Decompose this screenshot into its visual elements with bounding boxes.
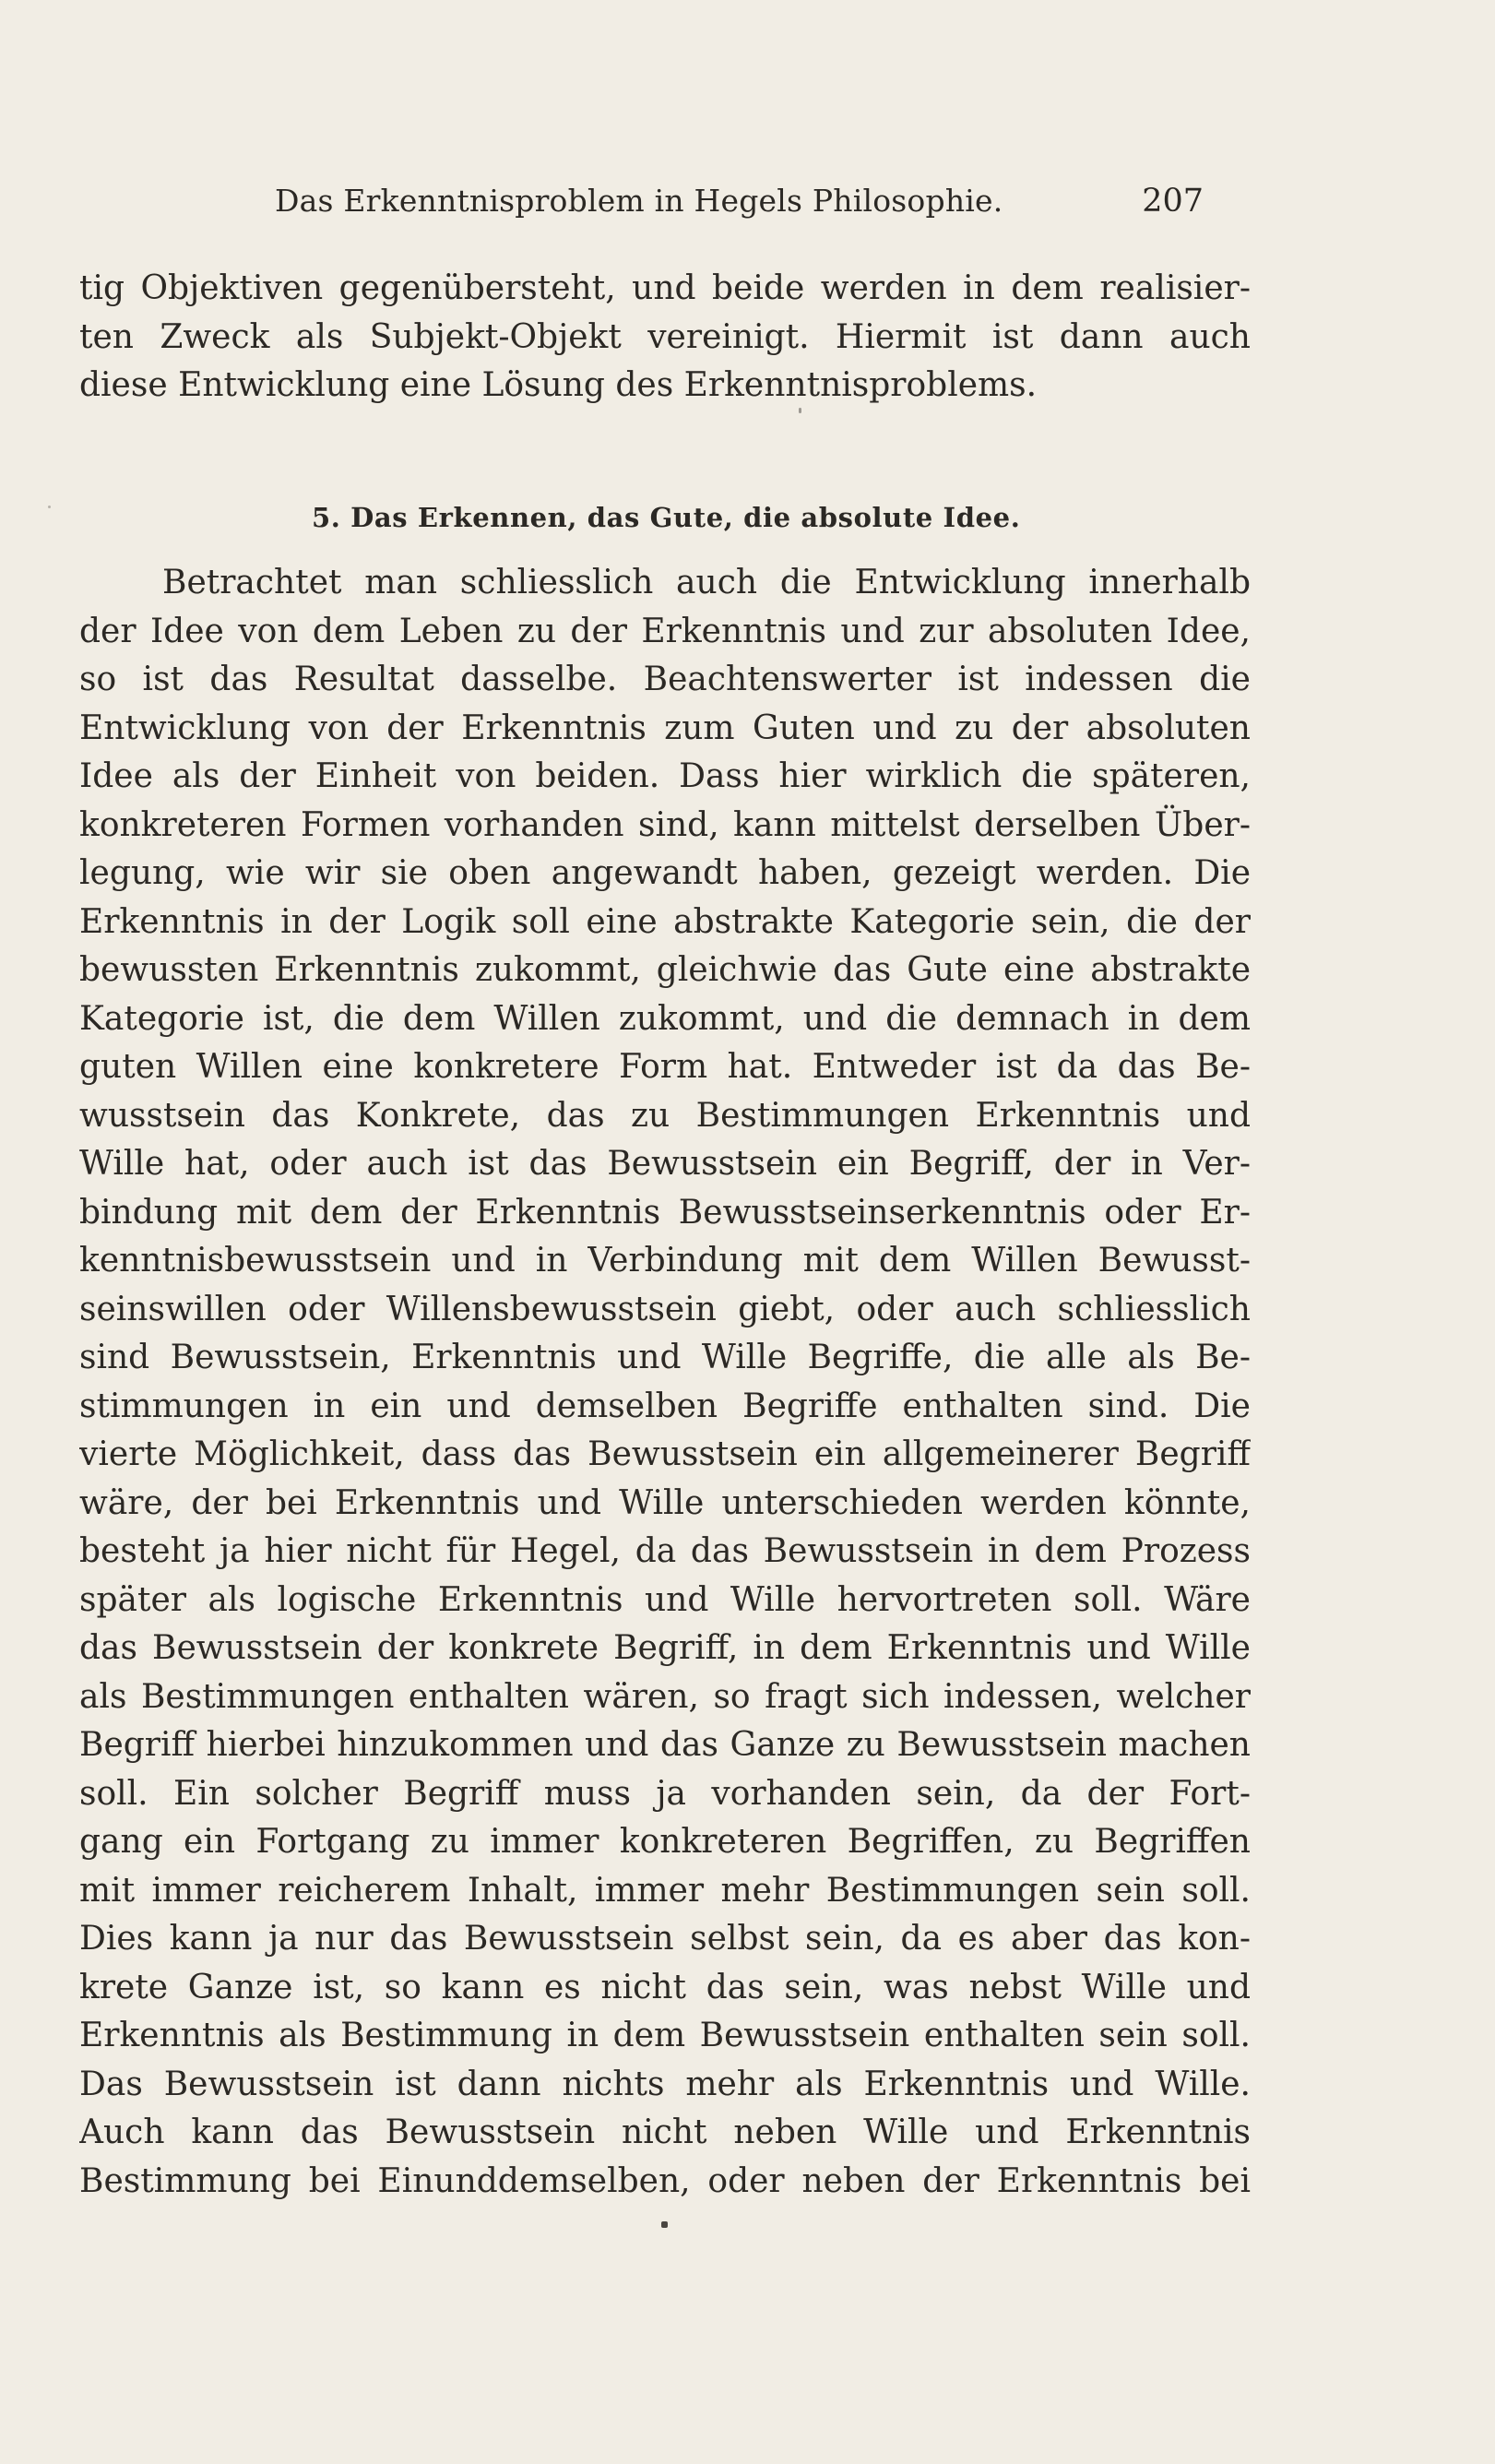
text-line: konkreteren Formen vorhanden sind, kann mittelst derselben Über- (79, 805, 1251, 844)
text-line: sind Bewusstsein, Erkenntnis und Wille Begriffe, die alle als Be- (79, 1339, 1251, 1376)
text-line: das Bewusstsein der konkrete Begriff, in dem Erkenntnis und Wille (79, 1629, 1251, 1667)
text-line: als Bestimmungen enthalten wären, so fragt sich indessen, welcher (79, 1677, 1251, 1716)
text-line: vierte Möglichkeit, dass das Bewusstsein ein allgemeinerer Begriff (79, 1435, 1251, 1473)
text-line: ten Zweck als Subjekt-Objekt vereinigt. Hiermit ist dann auch (79, 317, 1251, 356)
text-line: guten Willen eine konkretere Form hat. Entweder ist da das Be- (79, 1048, 1251, 1086)
ink-speck (661, 2221, 668, 2228)
text-line: tig Objektiven gegenübersteht, und beide werden in dem realisier- (79, 269, 1251, 307)
text-line: gang ein Fortgang zu immer konkreteren Begriffen, zu Begriffen (79, 1823, 1251, 1861)
text-line: der Idee von dem Leben zu der Erkenntnis und zur absoluten Idee, (79, 612, 1251, 650)
section-heading: 5. Das Erkennen, das Gute, die absolute Idee. (312, 502, 1021, 533)
text-line: Betrachtet man schliesslich auch die Entwicklung innerhalb (162, 564, 1251, 601)
ink-speck (48, 506, 51, 508)
ink-speck (799, 408, 801, 413)
text-line: Erkenntnis in der Logik soll eine abstrakte Kategorie sein, die der (79, 902, 1251, 941)
text-line: wusstsein das Konkrete, das zu Bestimmungen Erkenntnis und (79, 1096, 1251, 1135)
running-header-title: Das Erkenntnisproblem in Hegels Philosophie. (275, 183, 1003, 219)
text-line: besteht ja hier nicht für Hegel, da das Bewusstsein in dem Prozess (79, 1532, 1251, 1570)
text-line: Wille hat, oder auch ist das Bewusstsein ein Begriff, der in Ver- (79, 1145, 1251, 1183)
text-line: Das Bewusstsein ist dann nichts mehr als Erkenntnis und Wille. (79, 2065, 1251, 2103)
text-line: mit immer reicherem Inhalt, immer mehr Bestimmungen sein soll. (79, 1871, 1251, 1910)
text-line: so ist das Resultat dasselbe. Beachtenswerter ist indessen die (79, 661, 1251, 698)
text-line: kenntnisbewusstsein und in Verbindung mit dem Willen Bewusst- (79, 1242, 1251, 1280)
text-line: stimmungen in ein und demselben Begriffe enthalten sind. Die (79, 1387, 1251, 1425)
text-line: wäre, der bei Erkenntnis und Wille unterschieden werden könnte, (79, 1483, 1251, 1522)
text-line: bindung mit dem der Erkenntnis Bewusstseinserkenntnis oder Er- (79, 1193, 1251, 1232)
text-line: Kategorie ist, die dem Willen zukommt, und die demnach in dem (79, 999, 1251, 1038)
text-line: Idee als der Einheit von beiden. Dass hier wirklich die späteren, (79, 757, 1251, 795)
text-line: bewussten Erkenntnis zukommt, gleichwie das Gute eine abstrakte (79, 951, 1251, 989)
text-line: später als logische Erkenntnis und Wille hervortreten soll. Wäre (79, 1580, 1251, 1619)
text-line: Entwicklung von der Erkenntnis zum Guten und zu der absoluten (79, 708, 1251, 747)
top-paragraph (79, 265, 1251, 411)
running-header (235, 178, 1204, 224)
text-line: legung, wie wir sie oben angewandt haben, gezeigt werden. Die (79, 854, 1251, 892)
text-line: Dies kann ja nur das Bewusstsein selbst sein, da es aber das kon- (79, 1920, 1251, 1958)
text-line: diese Entwicklung eine Lösung des Erkenntnisproblems. (79, 366, 1038, 404)
text-line: Auch kann das Bewusstsein nicht neben Wille und Erkenntnis (79, 2113, 1251, 2151)
text-line: soll. Ein solcher Begriff muss ja vorhanden sein, da der Fort- (79, 1774, 1251, 1813)
page-number: 207 (1142, 183, 1204, 220)
text-line: Bestimmung bei Einunddemselben, oder neben der Erkenntnis bei (79, 2161, 1251, 2200)
text-line: Begriff hierbei hinzukommen und das Ganze zu Bewusstsein machen (79, 1726, 1251, 1764)
main-paragraph (79, 559, 1251, 2206)
text-line: krete Ganze ist, so kann es nicht das sein, was nebst Wille und (79, 1968, 1251, 2006)
text-line: seinswillen oder Willensbewusstsein giebt, oder auch schliesslich (79, 1290, 1251, 1328)
text-line: Erkenntnis als Bestimmung in dem Bewusstsein enthalten sein soll. (79, 2017, 1251, 2054)
